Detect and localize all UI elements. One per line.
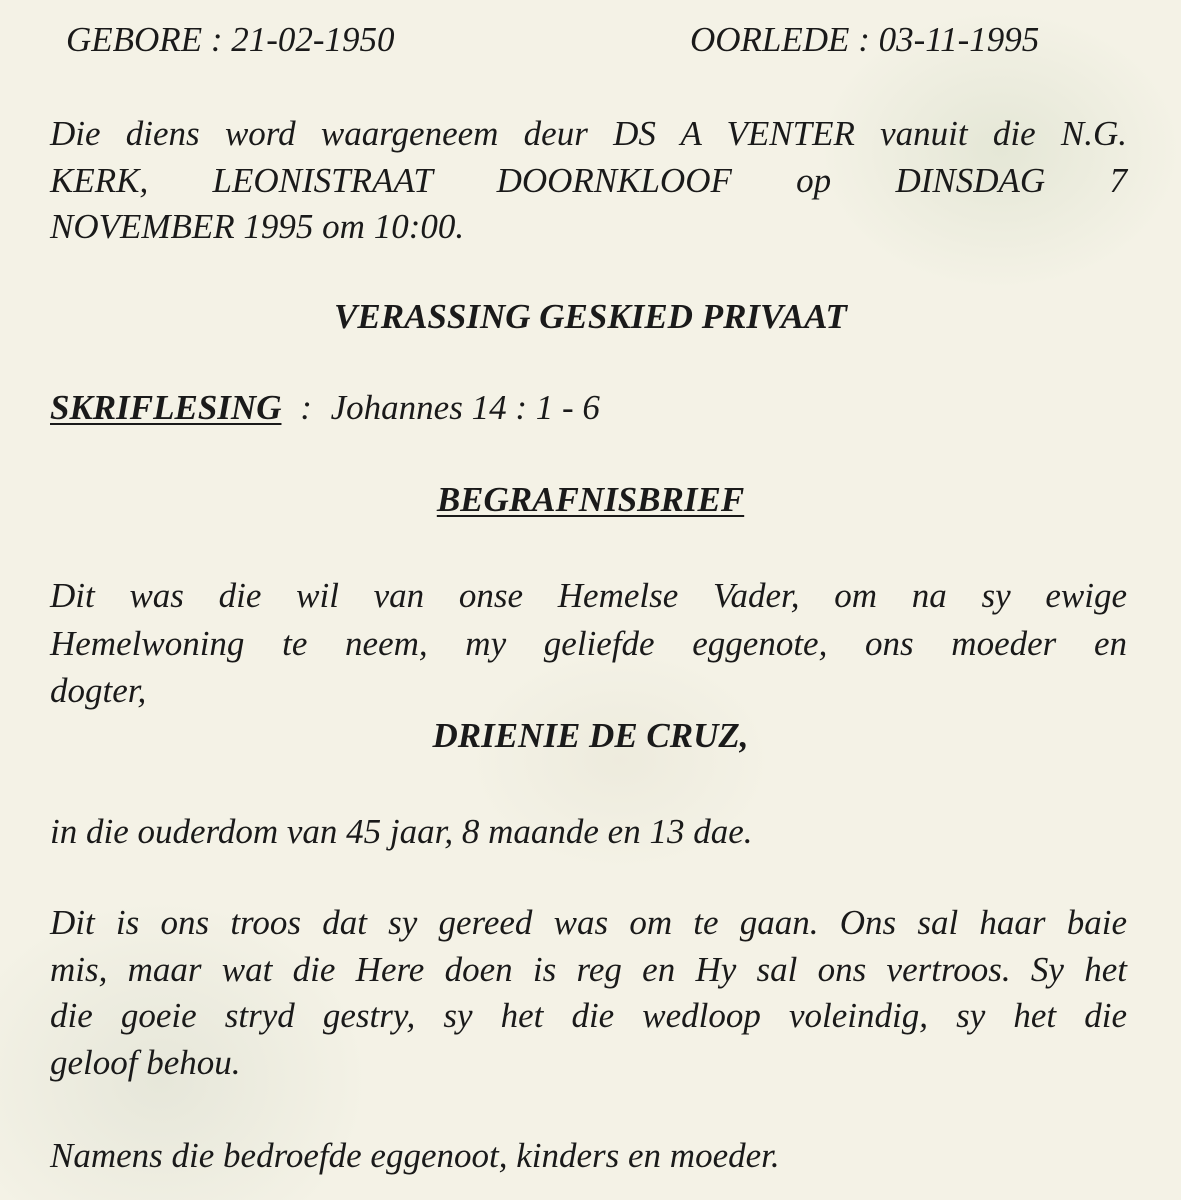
service-line-1: Die diens word waargeneem deur DS A VENTER vanuit die N.G. — [50, 114, 1127, 153]
comfort-line-3: die goeie stryd gestry, sy het die wedloop voleindig, sy het die — [50, 996, 1127, 1035]
comfort-line-4: geloof behou. — [50, 1043, 241, 1082]
death-line — [690, 20, 1039, 60]
born-date: 21-02-1950 — [231, 20, 395, 59]
intro-line-2: Hemelwoning te neem, my geliefde eggenote, ons moeder en — [50, 624, 1127, 663]
intro-line-1: Dit was die wil van onse Hemelse Vader, om na sy ewige — [50, 576, 1127, 615]
scripture-separator: : — [300, 388, 312, 427]
service-line-2: KERK, LEONISTRAAT DOORNKLOOF op DINSDAG 7 — [50, 161, 1127, 200]
born-separator: : — [210, 20, 223, 59]
letter-title-text: BEGRAFNISBRIEF — [436, 480, 745, 519]
died-separator: : — [858, 20, 870, 59]
letter-title — [0, 480, 1181, 520]
scripture-label: SKRIFLESING — [50, 388, 282, 427]
intro-line-3: dogter, — [50, 671, 147, 710]
age-line: in die ouderdom van 45 jaar, 8 maande en 13 dae. — [50, 812, 753, 851]
cremation-heading: VERASSING GESKIED PRIVAAT — [334, 297, 847, 336]
born-label: GEBORE — [66, 20, 203, 59]
birth-line — [66, 20, 395, 60]
deceased-name: DRIENIE DE CRUZ, — [432, 716, 749, 755]
service-line-3: NOVEMBER 1995 om 10:00. — [50, 207, 465, 246]
comfort-line-1: Dit is ons troos dat sy gereed was om te gaan. Ons sal haar baie — [50, 903, 1127, 942]
scripture-line — [50, 388, 600, 428]
scripture-reference: Johannes 14 : 1 - 6 — [330, 388, 600, 427]
closing-line: Namens die bedroefde eggenoot, kinders en moeder. — [50, 1136, 780, 1175]
died-date: 03-11-1995 — [878, 20, 1040, 59]
comfort-line-2: mis, maar wat die Here doen is reg en Hy sal ons vertroos. Sy het — [50, 950, 1127, 989]
died-label: OORLEDE — [690, 20, 850, 59]
